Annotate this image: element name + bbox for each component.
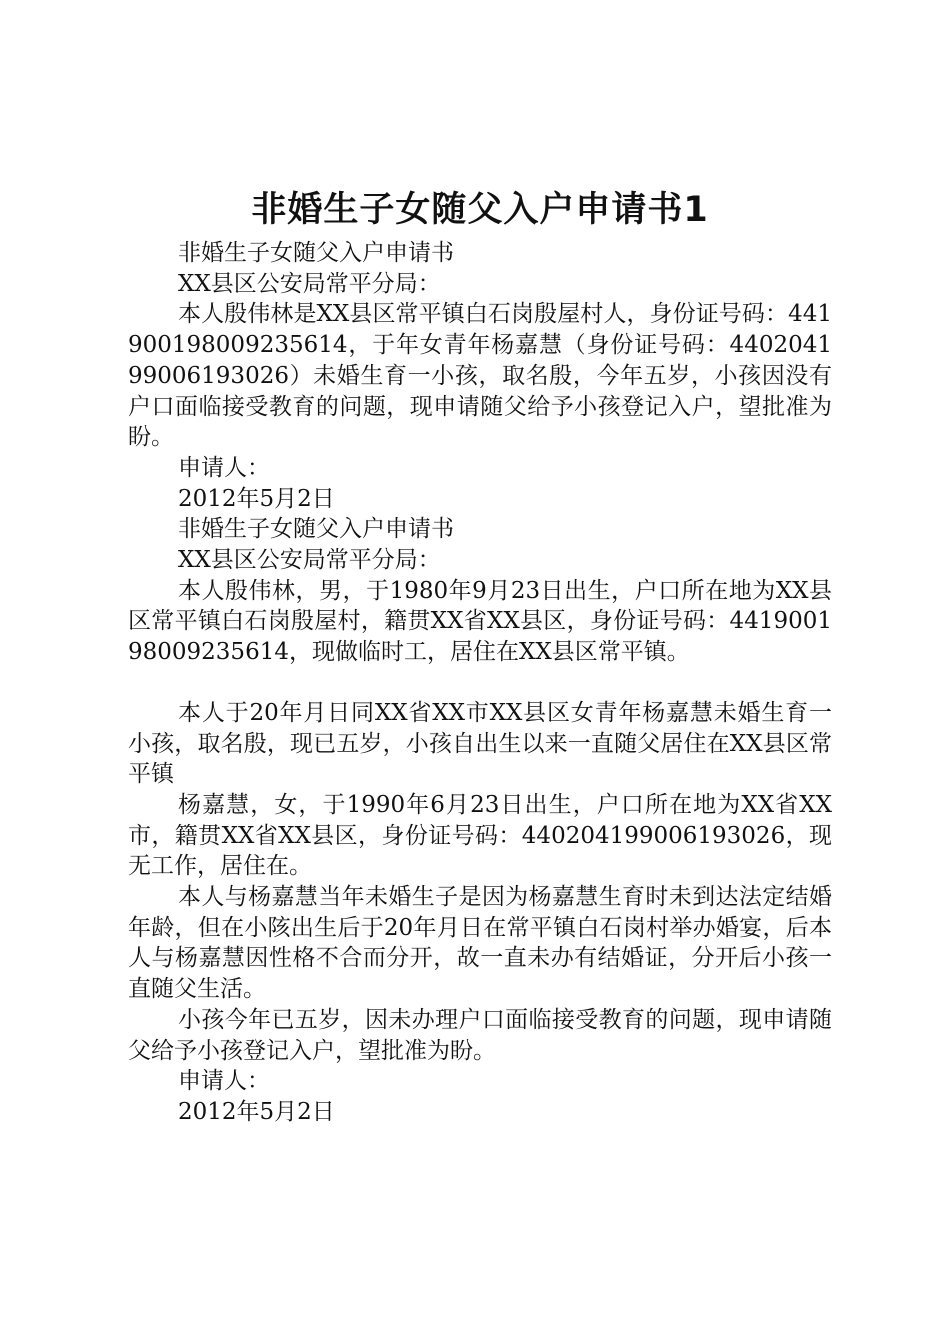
letter-body-2-paragraph-3: 杨嘉慧，女，于1990年6月23日出生，户口所在地为XX省XX市，籍贯XX省XX县区，身份证号码：440204199006193026，现无工作，居住在。: [128, 791, 832, 880]
document-title: 非婚生子女随父入户申请书1: [251, 190, 709, 230]
letter-recipient-1: XX县区公安局常平分局：: [178, 270, 441, 297]
blank-line: [128, 668, 832, 698]
letter-body-2-paragraph-4: 本人与杨嘉慧当年未婚生子是因为杨嘉慧生育时未到达法定结婚年龄，但在小陔出生后于20年月日在常平镇白石岗村举办婚宴，后本人与杨嘉慧因性格不合而分开，故一直未办有结婚证，分开后小孩一直随父生活。: [128, 884, 832, 1003]
letter-body-2-paragraph-1: 本人殷伟林，男，于1980年9月23日出生，户口所在地为XX县区常平镇白石岗殷屋村，籍贯XX省XX县区，身份证号码：441900198009235614，现做临时工，居住在XX县区常平镇。: [128, 577, 832, 666]
applicant-label-1: 申请人：: [178, 454, 270, 481]
letter-body-2-paragraph-2: 本人于20年月日同XX省XX市XX县区女青年杨嘉慧未婚生育一小孩，取名殷，现已五岁，小孩自出生以来一直随父居住在XX县区常平镇: [128, 699, 832, 788]
letter-recipient-2: XX县区公安局常平分局：: [178, 547, 441, 574]
letter-date-2: 2012年5月2日: [178, 1098, 335, 1125]
applicant-label-2: 申请人：: [178, 1068, 270, 1095]
letter-heading-1: 非婚生子女随父入户申请书: [178, 240, 454, 266]
document-page: [128, 184, 832, 1128]
letter-date-1: 2012年5月2日: [178, 485, 335, 512]
letter-heading-2: 非婚生子女随父入户申请书: [178, 516, 454, 543]
letter-body-2-paragraph-5: 小孩今年已五岁，因未办理户口面临接受教育的问题，现申请随父给予小孩登记入户，望批准为盼。: [128, 1006, 832, 1064]
letter-body-1: 本人殷伟林是XX县区常平镇白石岗殷屋村人，身份证号码：441900198009235614，于年女青年杨嘉慧（身份证号码：440204199006193026）未婚生育一小孩，取名殷，今年五岁，小孩因没有户口面临接受教育的问题，现申请随父给予小孩登记入户，望批准为盼。: [128, 301, 832, 451]
